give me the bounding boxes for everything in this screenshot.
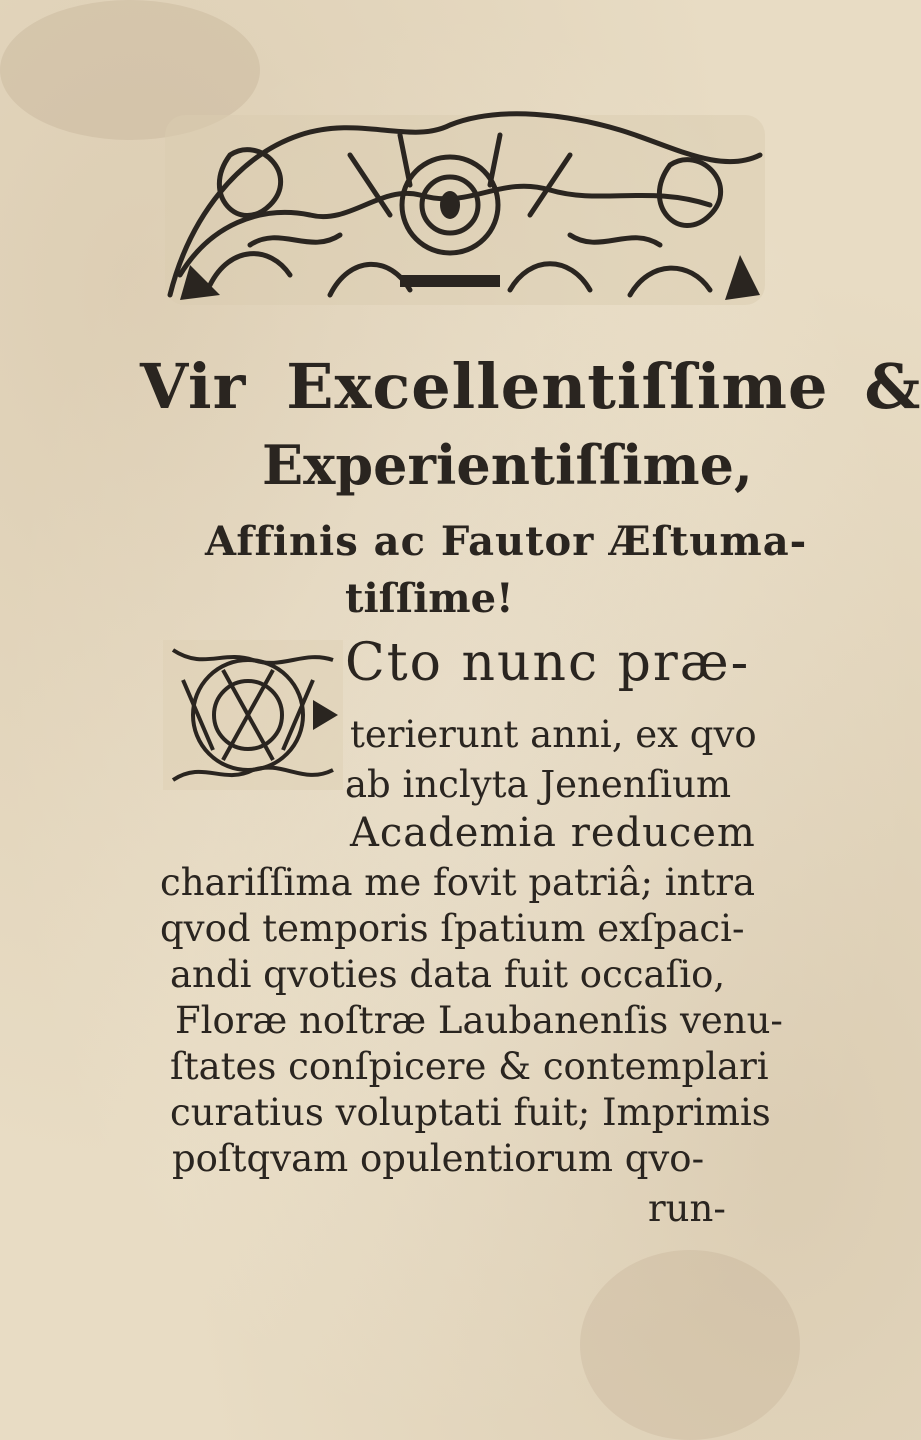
body-line: ſtates conſpicere & contemplari (170, 1045, 769, 1088)
title-line-1 (140, 350, 921, 423)
title-word-excellentissime: Excellentiſſime (286, 350, 829, 423)
body-line: qvod temporis ſpatium exſpaci- (160, 907, 745, 950)
catchword: run- (648, 1187, 726, 1230)
body-line: andi qvoties data fuit occaſio, (170, 953, 726, 996)
body-line: Floræ noſtræ Laubanenſis venu- (175, 999, 783, 1042)
title-line-3: Affinis ac Fautor Æſtuma- (205, 518, 808, 565)
title-line-2: Experientiſſime, (262, 433, 753, 497)
title-word-vir: Vir (140, 350, 247, 423)
title-line-4: tiſſime! (345, 575, 514, 622)
body-line: poſtqvam opulentiorum qvo- (172, 1137, 705, 1180)
paper-stain (580, 1250, 800, 1440)
body-line: chariſſima me fovit patriâ; intra (160, 861, 756, 904)
decorated-initial (163, 640, 343, 790)
body-line: curatius voluptati fuit; Imprimis (170, 1091, 771, 1134)
body-line: Cto nunc præ- (345, 633, 751, 693)
title-ampersand: & (864, 350, 921, 423)
ornamental-headpiece (150, 95, 780, 310)
body-line: Academia reducem (350, 810, 756, 856)
body-line: terierunt anni, ex qvo (350, 713, 757, 756)
body-line: ab inclyta Jenenſium (345, 763, 732, 806)
